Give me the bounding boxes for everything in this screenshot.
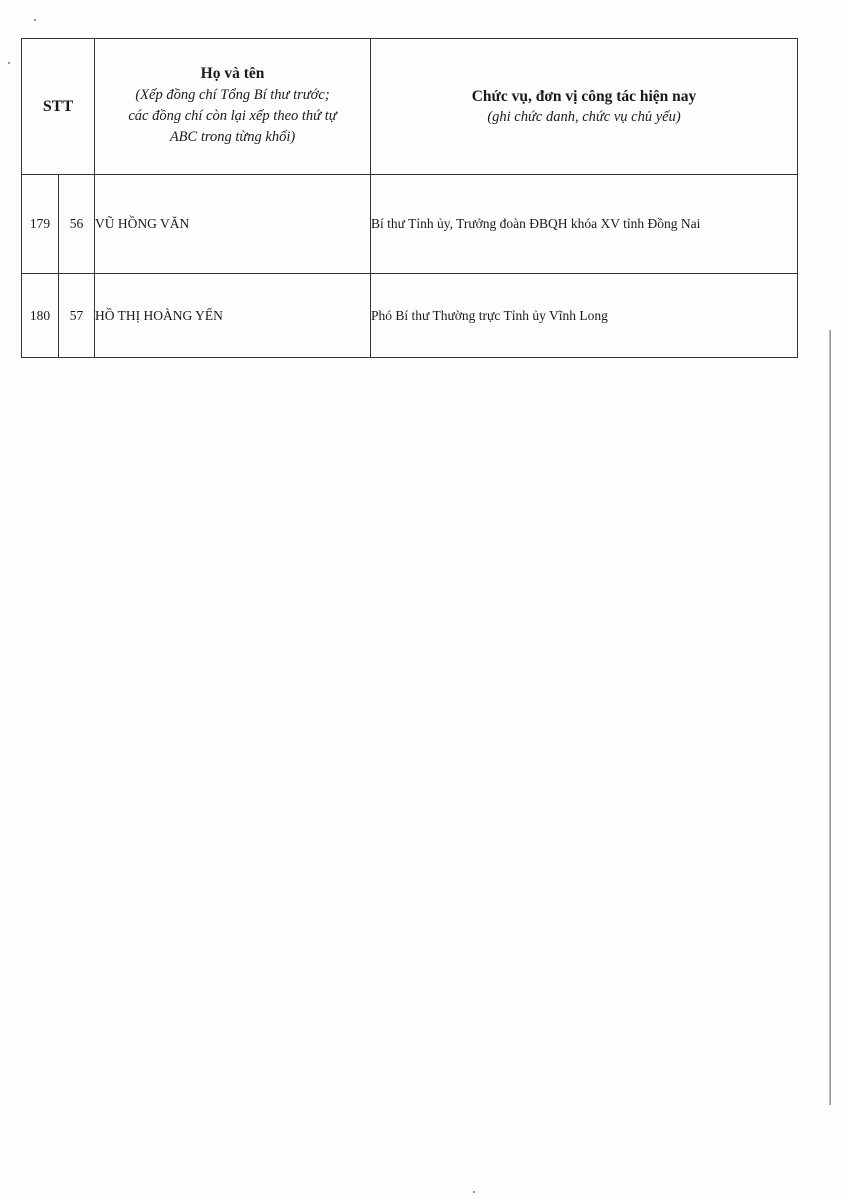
header-name-title: Họ và tên xyxy=(200,65,265,82)
header-name-note-line: (Xếp đồng chí Tổng Bí thư trước; xyxy=(135,87,330,103)
row-name: VŨ HỒNG VĂN xyxy=(95,175,371,274)
scan-speck xyxy=(8,62,10,64)
table-row xyxy=(22,175,798,274)
row-stt-group: 56 xyxy=(59,175,95,274)
header-stt: STT xyxy=(22,39,95,175)
row-stt-total: 179 xyxy=(22,175,59,274)
scan-speck xyxy=(473,1191,475,1193)
scan-page-edge xyxy=(829,330,831,1105)
row-position: Phó Bí thư Thường trực Tỉnh ủy Vĩnh Long xyxy=(371,274,798,358)
row-position: Bí thư Tỉnh ủy, Trưởng đoàn ĐBQH khóa XV tỉnh Đồng Nai xyxy=(371,175,798,274)
header-position xyxy=(371,39,798,175)
table-header-row xyxy=(22,39,798,175)
candidate-table xyxy=(21,38,798,358)
header-name xyxy=(95,39,371,175)
header-name-note-line: các đồng chí còn lại xếp theo thứ tự xyxy=(128,108,337,124)
header-name-note-line: ABC trong từng khối) xyxy=(169,129,296,145)
header-position-title: Chức vụ, đơn vị công tác hiện nay xyxy=(471,87,697,105)
header-position-note: (ghi chức danh, chức vụ chủ yếu) xyxy=(487,108,681,125)
scan-speck xyxy=(34,19,36,21)
row-stt-group: 57 xyxy=(59,274,95,358)
row-stt-total: 180 xyxy=(22,274,59,358)
row-name: HỒ THỊ HOÀNG YẾN xyxy=(95,274,371,358)
table-row xyxy=(22,274,798,358)
